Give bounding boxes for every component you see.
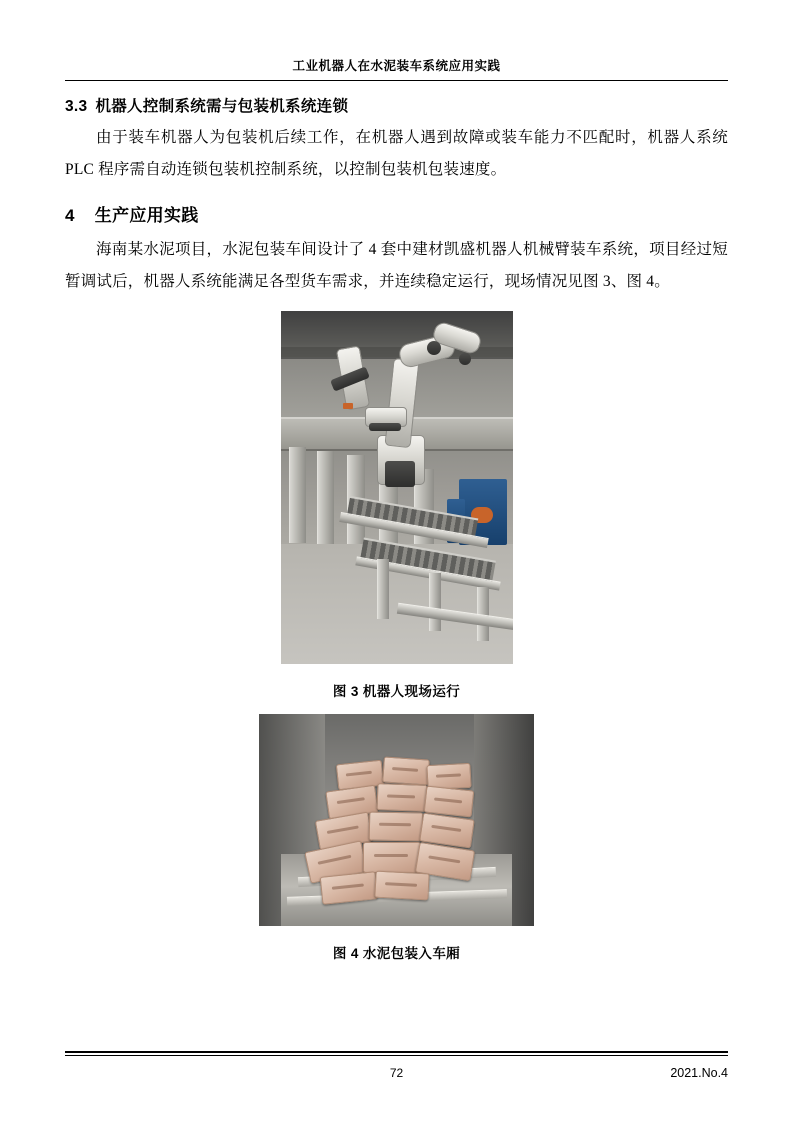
page-number: 72	[389, 1066, 404, 1080]
footer-rule-thin	[65, 1055, 728, 1056]
paragraph-3-3: 由于装车机器人为包装机后续工作，在机器人遇到故障或装车能力不匹配时，机器人系统 PLC 程序需自动连锁包装机控制系统，以控制包装机包装速度。	[65, 129, 728, 178]
figure-3-image	[281, 311, 513, 664]
heading-4-number: 4	[65, 205, 75, 225]
figure-4-block	[65, 714, 728, 962]
figure-3-label: 图 3	[332, 683, 359, 699]
figure-4-caption-text: 水泥包装入车厢	[362, 945, 461, 961]
page-footer	[65, 1051, 728, 1084]
header-rule	[65, 80, 728, 81]
figure-4-caption	[65, 942, 728, 962]
figure-4-image	[259, 714, 534, 926]
figure-4-label: 图 4	[332, 945, 359, 961]
figure-3-caption-text: 机器人现场运行	[362, 683, 461, 699]
running-head	[65, 56, 728, 74]
heading-4	[65, 203, 728, 229]
paragraph-4: 海南某水泥项目，水泥包装车间设计了 4 套中建材凯盛机器人机械臂装车系统，项目经过短暂调试后，机器人系统能满足各型货车需求，并连续稳定运行，现场情况见图 3、图 4。	[65, 241, 728, 290]
footer-rule-thick	[65, 1051, 728, 1053]
heading-3-3-number: 3.3	[65, 98, 88, 115]
running-head-title: 工业机器人在水泥装车系统应用实践	[292, 59, 501, 73]
page-content	[65, 0, 728, 1122]
heading-4-title: 生产应用实践	[94, 205, 199, 225]
heading-3-3-title: 机器人控制系统需与包装机系统连锁	[95, 98, 349, 115]
heading-3-3	[65, 95, 728, 118]
figure-3-caption	[65, 680, 728, 700]
figure-3-block	[65, 311, 728, 700]
issue-label: 2021.No.4	[670, 1066, 728, 1080]
